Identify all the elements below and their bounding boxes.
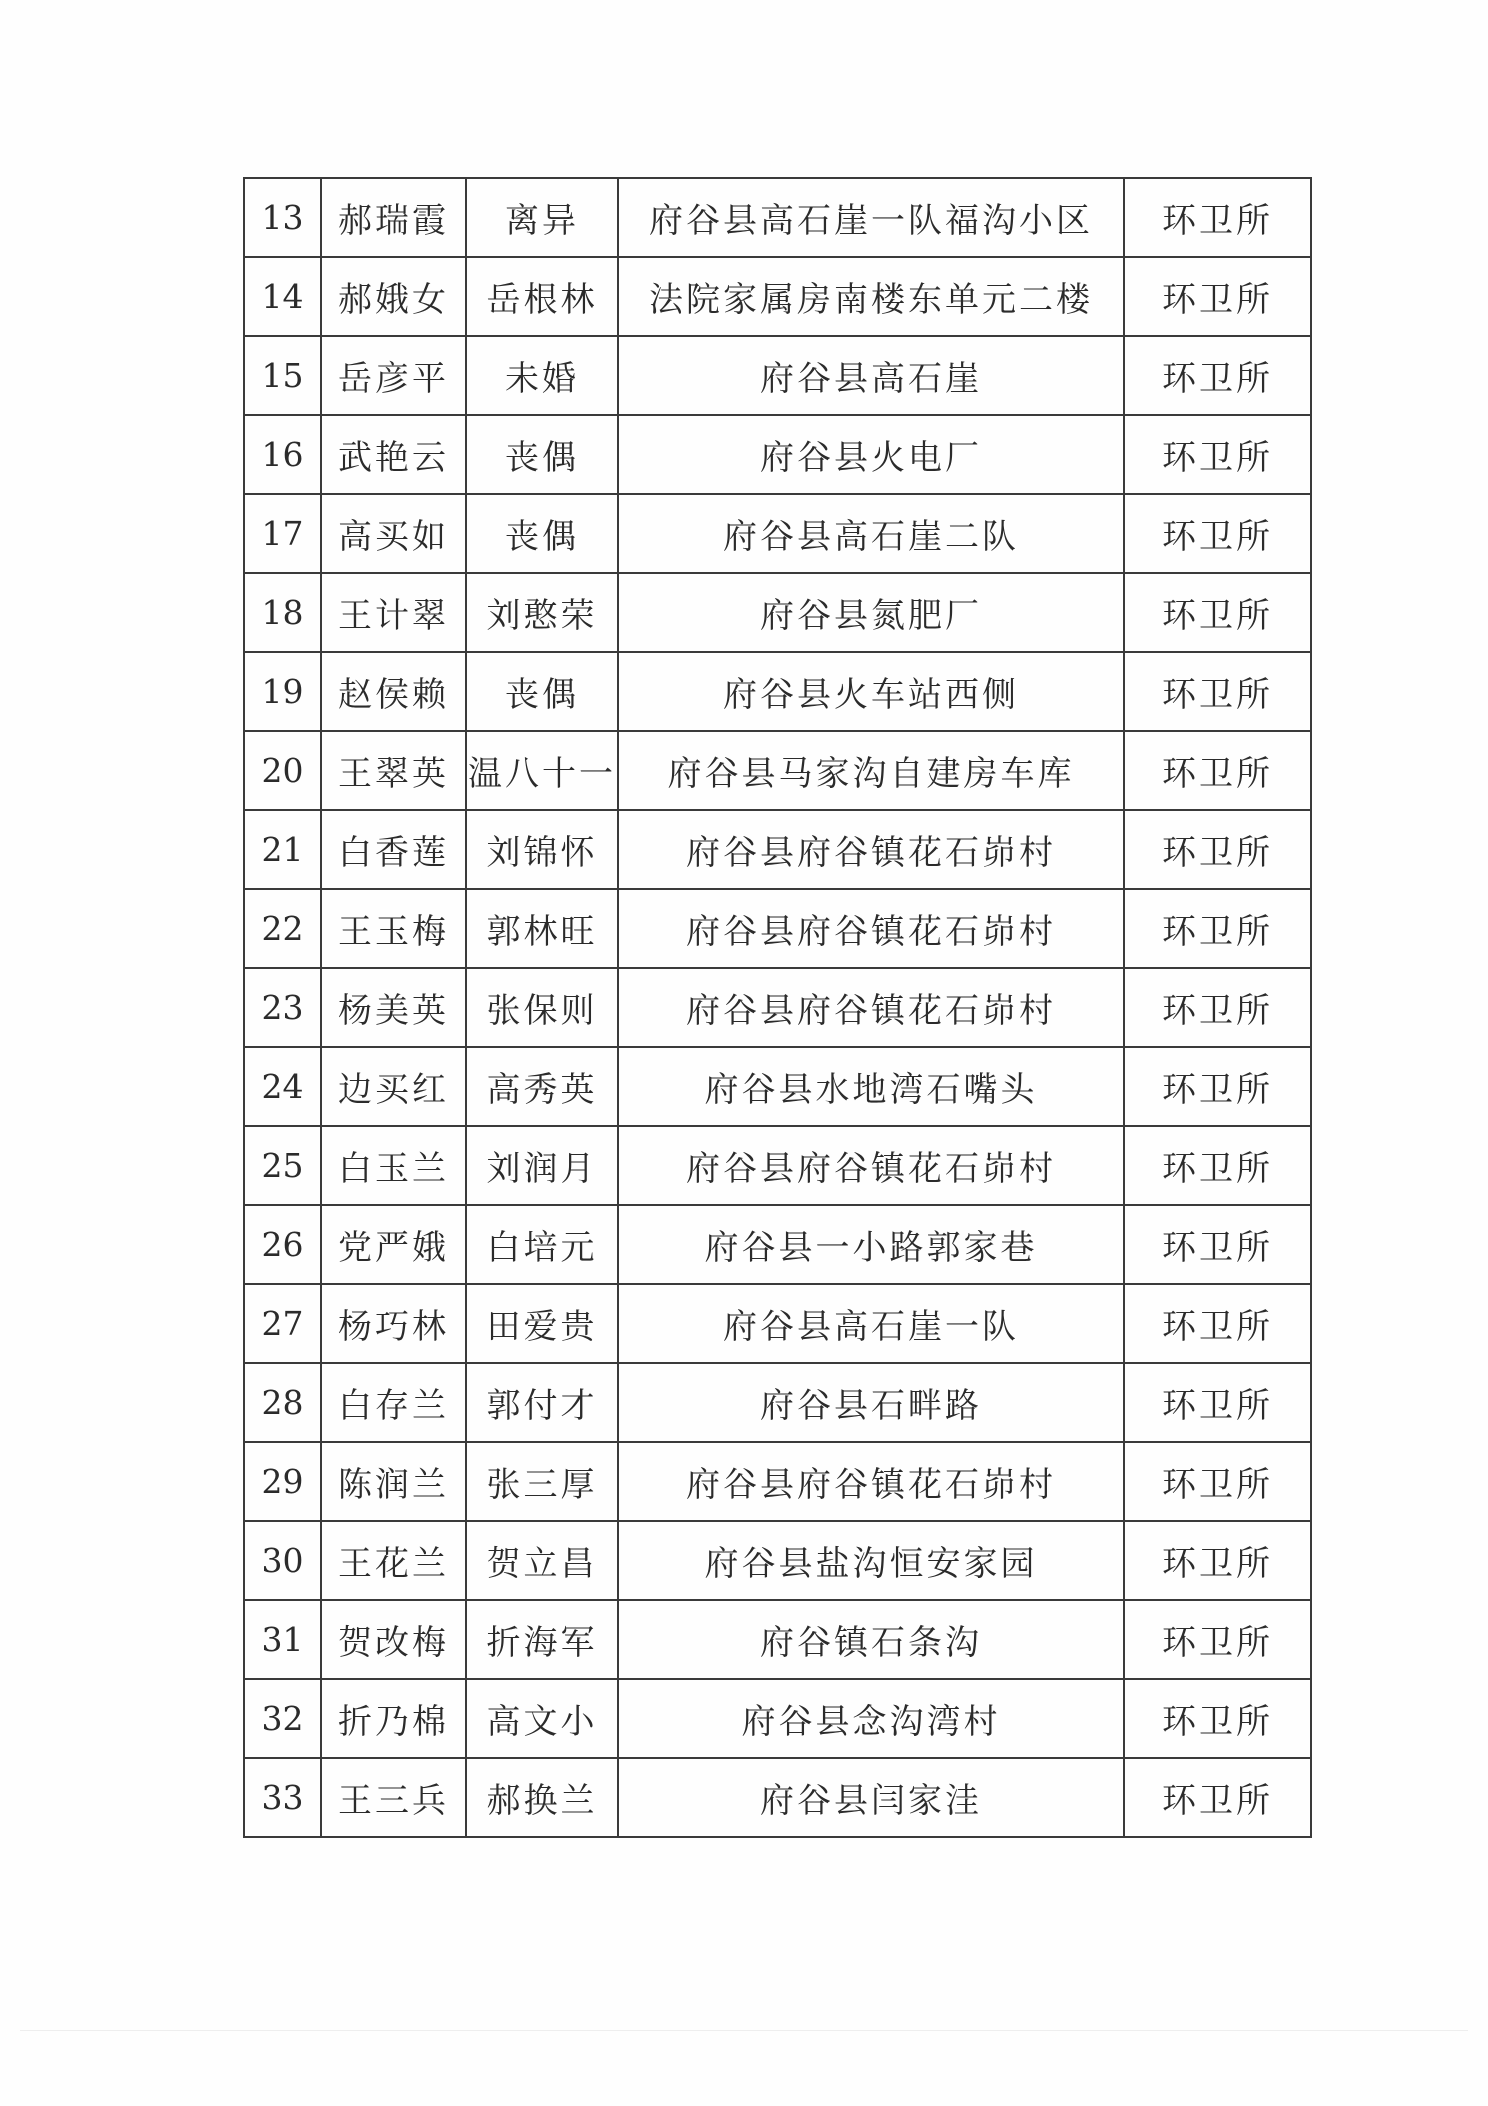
table-row [244,889,1311,968]
spouse-cell: 白培元 [466,1205,618,1284]
unit-cell: 环卫所 [1124,494,1311,573]
name-cell: 郝娥女 [321,257,466,336]
row-number-cell: 32 [244,1679,321,1758]
address-cell: 府谷县府谷镇花石峁村 [618,1126,1124,1205]
row-number-cell: 26 [244,1205,321,1284]
row-number-cell: 30 [244,1521,321,1600]
unit-cell: 环卫所 [1124,1521,1311,1600]
spouse-cell: 贺立昌 [466,1521,618,1600]
table-row [244,1758,1311,1837]
row-number-cell: 31 [244,1600,321,1679]
address-cell: 府谷县府谷镇花石峁村 [618,968,1124,1047]
table-row [244,257,1311,336]
address-cell: 府谷县一小路郭家巷 [618,1205,1124,1284]
table-row [244,1600,1311,1679]
name-cell: 高买如 [321,494,466,573]
unit-cell: 环卫所 [1124,1126,1311,1205]
spouse-cell: 折海军 [466,1600,618,1679]
name-cell: 郝瑞霞 [321,178,466,257]
address-cell: 府谷县高石崖二队 [618,494,1124,573]
table-row [244,1679,1311,1758]
table-row [244,1442,1311,1521]
table-row [244,1205,1311,1284]
spouse-cell: 郭付才 [466,1363,618,1442]
address-cell: 府谷县念沟湾村 [618,1679,1124,1758]
unit-cell: 环卫所 [1124,257,1311,336]
table-row [244,1126,1311,1205]
name-cell: 王花兰 [321,1521,466,1600]
row-number-cell: 23 [244,968,321,1047]
address-cell: 府谷县高石崖一队福沟小区 [618,178,1124,257]
address-cell: 府谷县府谷镇花石峁村 [618,1442,1124,1521]
unit-cell: 环卫所 [1124,1363,1311,1442]
spouse-cell: 刘润月 [466,1126,618,1205]
address-cell: 府谷县火电厂 [618,415,1124,494]
table-row [244,336,1311,415]
spouse-cell: 刘憨荣 [466,573,618,652]
table-row [244,1284,1311,1363]
unit-cell: 环卫所 [1124,889,1311,968]
address-cell: 府谷县高石崖一队 [618,1284,1124,1363]
table-row [244,652,1311,731]
name-cell: 白玉兰 [321,1126,466,1205]
address-cell: 府谷镇石条沟 [618,1600,1124,1679]
address-cell: 法院家属房南楼东单元二楼 [618,257,1124,336]
spouse-cell: 丧偶 [466,415,618,494]
address-cell: 府谷县闫家洼 [618,1758,1124,1837]
name-cell: 边买红 [321,1047,466,1126]
name-cell: 白存兰 [321,1363,466,1442]
table-row [244,178,1311,257]
address-cell: 府谷县盐沟恒安家园 [618,1521,1124,1600]
unit-cell: 环卫所 [1124,1284,1311,1363]
row-number-cell: 17 [244,494,321,573]
row-number-cell: 28 [244,1363,321,1442]
row-number-cell: 22 [244,889,321,968]
spouse-cell: 未婚 [466,336,618,415]
unit-cell: 环卫所 [1124,1600,1311,1679]
unit-cell: 环卫所 [1124,1205,1311,1284]
table-row [244,968,1311,1047]
row-number-cell: 21 [244,810,321,889]
address-cell: 府谷县府谷镇花石峁村 [618,810,1124,889]
row-number-cell: 20 [244,731,321,810]
row-number-cell: 25 [244,1126,321,1205]
name-cell: 折乃棉 [321,1679,466,1758]
table-row [244,494,1311,573]
spouse-cell: 温八十一 [466,731,618,810]
table-row [244,810,1311,889]
roster-table-body [244,178,1311,1837]
unit-cell: 环卫所 [1124,178,1311,257]
spouse-cell: 刘锦怀 [466,810,618,889]
table-row [244,573,1311,652]
unit-cell: 环卫所 [1124,1758,1311,1837]
name-cell: 陈润兰 [321,1442,466,1521]
row-number-cell: 16 [244,415,321,494]
row-number-cell: 19 [244,652,321,731]
row-number-cell: 14 [244,257,321,336]
table-row [244,1363,1311,1442]
spouse-cell: 丧偶 [466,652,618,731]
name-cell: 赵侯赖 [321,652,466,731]
name-cell: 杨巧林 [321,1284,466,1363]
name-cell: 王翠英 [321,731,466,810]
row-number-cell: 13 [244,178,321,257]
spouse-cell: 离异 [466,178,618,257]
name-cell: 岳彦平 [321,336,466,415]
spouse-cell: 高文小 [466,1679,618,1758]
unit-cell: 环卫所 [1124,1679,1311,1758]
spouse-cell: 郭林旺 [466,889,618,968]
row-number-cell: 27 [244,1284,321,1363]
address-cell: 府谷县高石崖 [618,336,1124,415]
spouse-cell: 郝换兰 [466,1758,618,1837]
name-cell: 武艳云 [321,415,466,494]
address-cell: 府谷县马家沟自建房车库 [618,731,1124,810]
row-number-cell: 15 [244,336,321,415]
address-cell: 府谷县石畔路 [618,1363,1124,1442]
name-cell: 杨美英 [321,968,466,1047]
address-cell: 府谷县水地湾石嘴头 [618,1047,1124,1126]
table-row [244,415,1311,494]
name-cell: 王玉梅 [321,889,466,968]
unit-cell: 环卫所 [1124,573,1311,652]
unit-cell: 环卫所 [1124,1442,1311,1521]
row-number-cell: 33 [244,1758,321,1837]
address-cell: 府谷县氮肥厂 [618,573,1124,652]
row-number-cell: 29 [244,1442,321,1521]
unit-cell: 环卫所 [1124,968,1311,1047]
name-cell: 王三兵 [321,1758,466,1837]
unit-cell: 环卫所 [1124,731,1311,810]
spouse-cell: 张三厚 [466,1442,618,1521]
row-number-cell: 24 [244,1047,321,1126]
unit-cell: 环卫所 [1124,336,1311,415]
name-cell: 白香莲 [321,810,466,889]
unit-cell: 环卫所 [1124,810,1311,889]
table-row [244,1047,1311,1126]
address-cell: 府谷县火车站西侧 [618,652,1124,731]
name-cell: 党严娥 [321,1205,466,1284]
spouse-cell: 丧偶 [466,494,618,573]
spouse-cell: 高秀英 [466,1047,618,1126]
unit-cell: 环卫所 [1124,1047,1311,1126]
name-cell: 贺改梅 [321,1600,466,1679]
unit-cell: 环卫所 [1124,652,1311,731]
table-row [244,1521,1311,1600]
spouse-cell: 张保则 [466,968,618,1047]
scan-artifact-line [20,2030,1468,2031]
unit-cell: 环卫所 [1124,415,1311,494]
address-cell: 府谷县府谷镇花石峁村 [618,889,1124,968]
spouse-cell: 岳根林 [466,257,618,336]
table-row [244,731,1311,810]
roster-table [243,177,1312,1838]
row-number-cell: 18 [244,573,321,652]
name-cell: 王计翠 [321,573,466,652]
spouse-cell: 田爱贵 [466,1284,618,1363]
